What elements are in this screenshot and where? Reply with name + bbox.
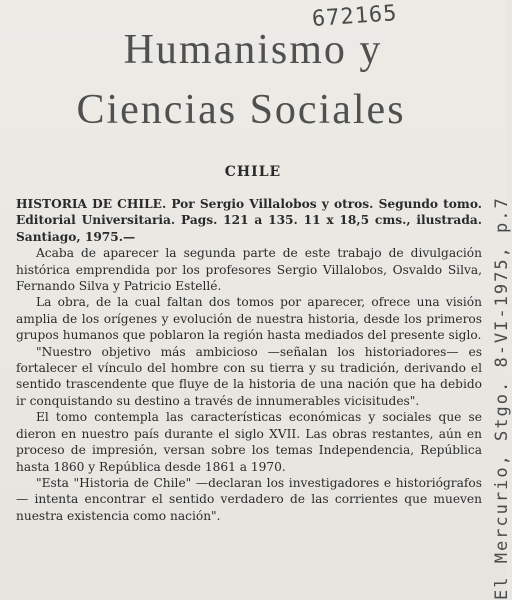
book-heading: HISTORIA DE CHILE. Por Sergio Villalobos y otros. Segundo tomo. Editorial Universitaria. Pags. 121 a 135. 11 x 18,5 cms., ilustrada. Santiago, 1975.— [16,197,482,244]
section-heading: CHILE [224,164,282,180]
handwritten-catalog-number: 672165 [311,1,399,32]
article-body [16,196,482,524]
handwritten-source-note: El Mercurio, Stgo. 8-VI-1975, p.7 [492,196,512,600]
title-line-2: Ciencias Sociales [76,87,406,133]
paragraph-5: "Esta "Historia de Chile" —declaran los investigadores e historiógrafos— intenta encontrar el sentido verdadero de las corrientes que mueven nuestra existencia como nación". [16,475,482,523]
paragraph-1: Acaba de aparecer la segunda parte de este trabajo de divulgación histórica emprendida por los profesores Sergio Villalobos, Osvaldo Silva, Fernando Silva y Patricio Estellé. [16,246,482,294]
title-line-1: Humanismo y [123,27,383,73]
paragraph-2: La obra, de la cual faltan dos tomos por aparecer, ofrece una visión amplia de los orígenes y evolución de nuestra historia, desde los primeros grupos humanos que poblaron la región hasta mediados del presente siglo. [16,295,482,343]
paragraph-3: "Nuestro objetivo más ambicioso —señalan los historiadores— es fortalecer el vínculo del hombre con su tierra y su tradición, derivando el sentido trascendente que fluye de la historia de una nación que ha debido ir conquistando su destino a través de innumerables vicisitudes". [16,344,482,408]
paragraph-4: El tomo contempla las características económicas y sociales que se dieron en nuestro país durante el siglo XVII. Las obras restantes, aún en proceso de impresión, versan sobre los temas Independencia, República hasta 1860 y República desde 1861 a 1970. [16,410,482,474]
